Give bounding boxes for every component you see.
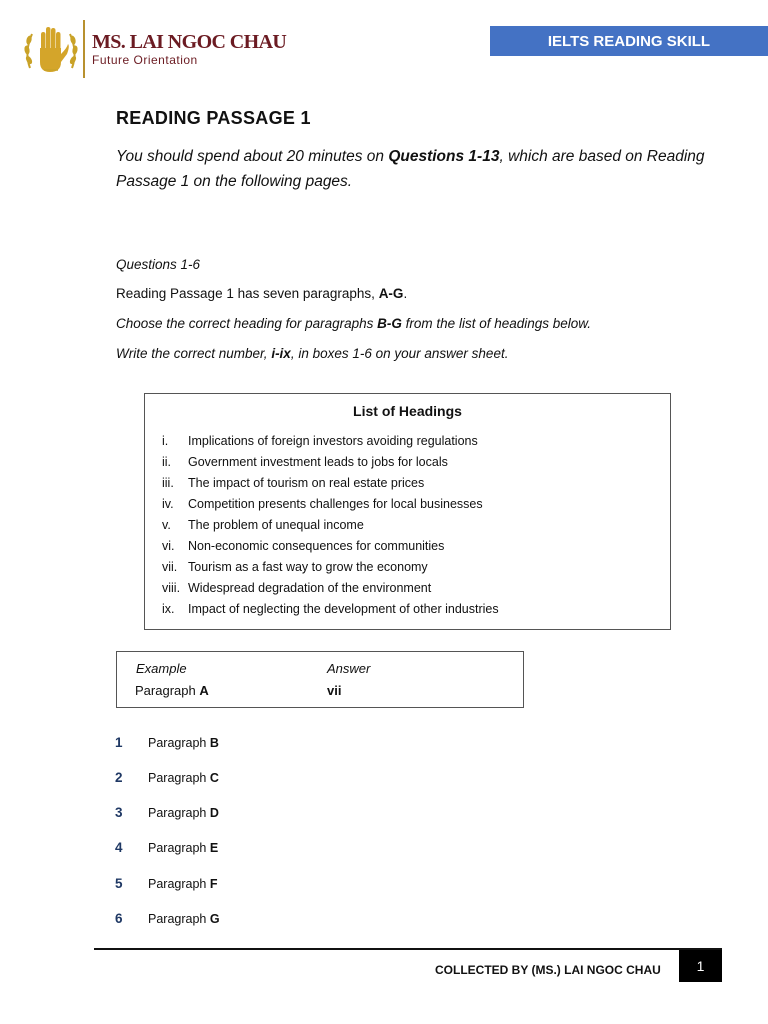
- heading-item: v. The problem of unequal income: [162, 518, 364, 532]
- questions-range: Questions 1-6: [116, 257, 201, 272]
- choose-heading-instruction: Choose the correct heading for paragraphs B-G from the list of headings below.: [116, 316, 592, 331]
- brand-tagline: Future Orientation: [92, 53, 198, 67]
- footer-rule: [94, 948, 722, 950]
- question-paragraph: Paragraph G: [148, 912, 220, 926]
- heading-item: iv. Competition presents challenges for local businesses: [162, 497, 483, 511]
- headings-title: List of Headings: [353, 403, 462, 419]
- headings-box: [144, 393, 671, 630]
- example-paragraph: Paragraph A: [135, 683, 209, 698]
- heading-item: vii. Tourism as a fast way to grow the economy: [162, 560, 428, 574]
- question-number: 2: [115, 770, 123, 785]
- time-instructions: You should spend about 20 minutes on Questions 1-13, which are based on Reading Passage 1 on the following pages.: [116, 148, 705, 190]
- passage-title: READING PASSAGE 1: [116, 108, 311, 128]
- question-number: 6: [115, 911, 123, 926]
- heading-item: vi. Non-economic consequences for communities: [162, 539, 445, 553]
- question-paragraph: Paragraph C: [148, 771, 219, 785]
- example-box: [116, 651, 524, 708]
- example-answer: vii: [327, 683, 342, 698]
- question-number: 1: [115, 735, 123, 750]
- example-header: Example: [136, 661, 187, 676]
- heading-item: ii. Government investment leads to jobs for locals: [162, 455, 448, 469]
- heading-item: iii. The impact of tourism on real estate prices: [162, 476, 425, 490]
- brand-name: MS. LAI NGOC CHAU: [92, 31, 287, 53]
- question-paragraph: Paragraph E: [148, 841, 219, 855]
- paragraph-count-text: Reading Passage 1 has seven paragraphs, A-G.: [116, 286, 408, 301]
- answer-sheet-instruction: Write the correct number, i-ix, in boxes 1-6 on your answer sheet.: [116, 346, 509, 361]
- question-paragraph: Paragraph D: [148, 806, 219, 820]
- question-paragraph: Paragraph B: [148, 736, 219, 750]
- question-number: 4: [115, 840, 123, 855]
- footer-credit: COLLECTED BY (MS.) LAI NGOC CHAU: [435, 963, 661, 977]
- question-number: 5: [115, 876, 123, 891]
- hand-logo-icon: [20, 18, 82, 80]
- heading-item: viii. Widespread degradation of the environment: [162, 581, 432, 595]
- question-paragraph: Paragraph F: [148, 877, 218, 891]
- heading-item: ix. Impact of neglecting the development of other industries: [162, 602, 499, 616]
- answer-header: Answer: [327, 661, 371, 676]
- question-number: 3: [115, 805, 123, 820]
- heading-item: i. Implications of foreign investors avoiding regulations: [162, 434, 478, 448]
- page-number: 1: [679, 950, 722, 982]
- skill-banner: IELTS READING SKILL: [490, 26, 768, 56]
- logo-divider: [83, 20, 85, 78]
